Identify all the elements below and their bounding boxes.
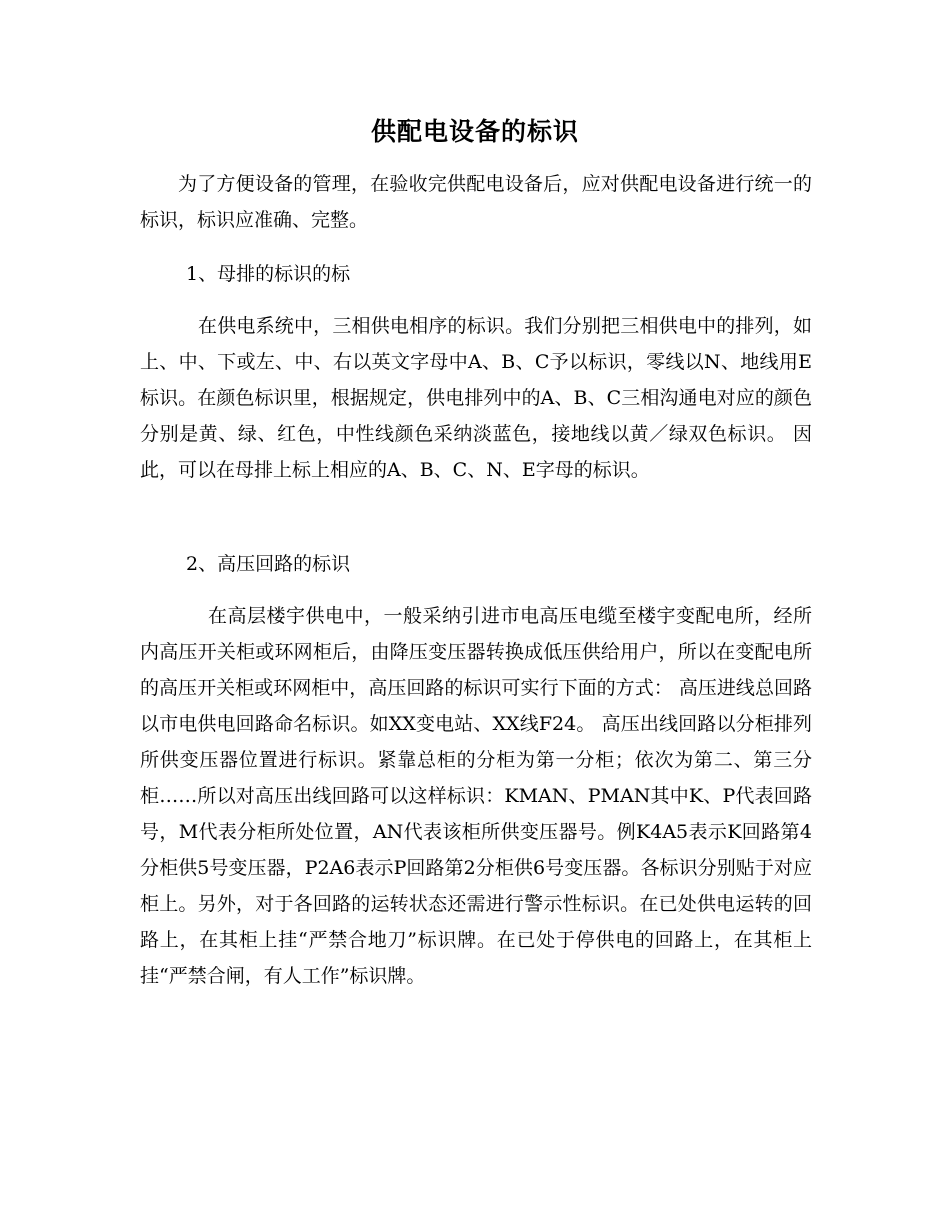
section-2-paragraph: 在高层楼宇供电中，一般采纳引进市电高压电缆至楼宇变配电所，经所内高压开关柜或环网柜后，由降压变压器转换成低压供给用户，所以在变配电所的高压开关柜或环网柜中，高压回路的标识可实行下面的方式： 高压进线总回路以市电供电回路命名标识。如XX变电站、XX线F24。 高压出线回路以分柜排列所供变压器位置进行标识。紧靠总柜的分柜为第一分柜；依次为第二、第三分柜……所以对高压出线回路可以这样标识：KMAN、PMAN其中K、P代表回路号，M代表分柜所处位置，AN代表该柜所供变压器号。例K4A5表示K回路第4分柜供5号变压器，P2A6表示P回路第2分柜供6号变压器。各标识分别贴于对应柜上。另外，对于各回路的运转状态还需进行警示性标识。在已处供电运转的回路上，在其柜上挂“严禁合地刀”标识牌。在已处于停供电的回路上，在其柜上挂“严禁合闸，有人工作”标识牌。: [140, 605, 812, 987]
document-title: 供配电设备的标识: [370, 117, 579, 146]
section-1-paragraph: 在供电系统中，三相供电相序的标识。我们分别把三相供电中的排列，如上、中、下或左、中、右以英文字母中A、B、C予以标识，零线以N、地线用E标识。在颜色标识里，根据规定，供电排列中的A、B、C三相沟通电对应的颜色分别是黄、绿、红色，中性线颜色采纳淡蓝色，接地线以黄／绿双色标识。 因此，可以在母排上标上相应的A、B、C、N、E字母的标识。: [140, 315, 812, 481]
section-2-heading: 2、高压回路的标识: [186, 553, 351, 575]
section-1-heading: 1、母排的标识的标: [186, 263, 351, 285]
intro-paragraph: 为了方便设备的管理，在验收完供配电设备后，应对供配电设备进行统一的标识，标识应准确、完整。: [140, 173, 812, 231]
